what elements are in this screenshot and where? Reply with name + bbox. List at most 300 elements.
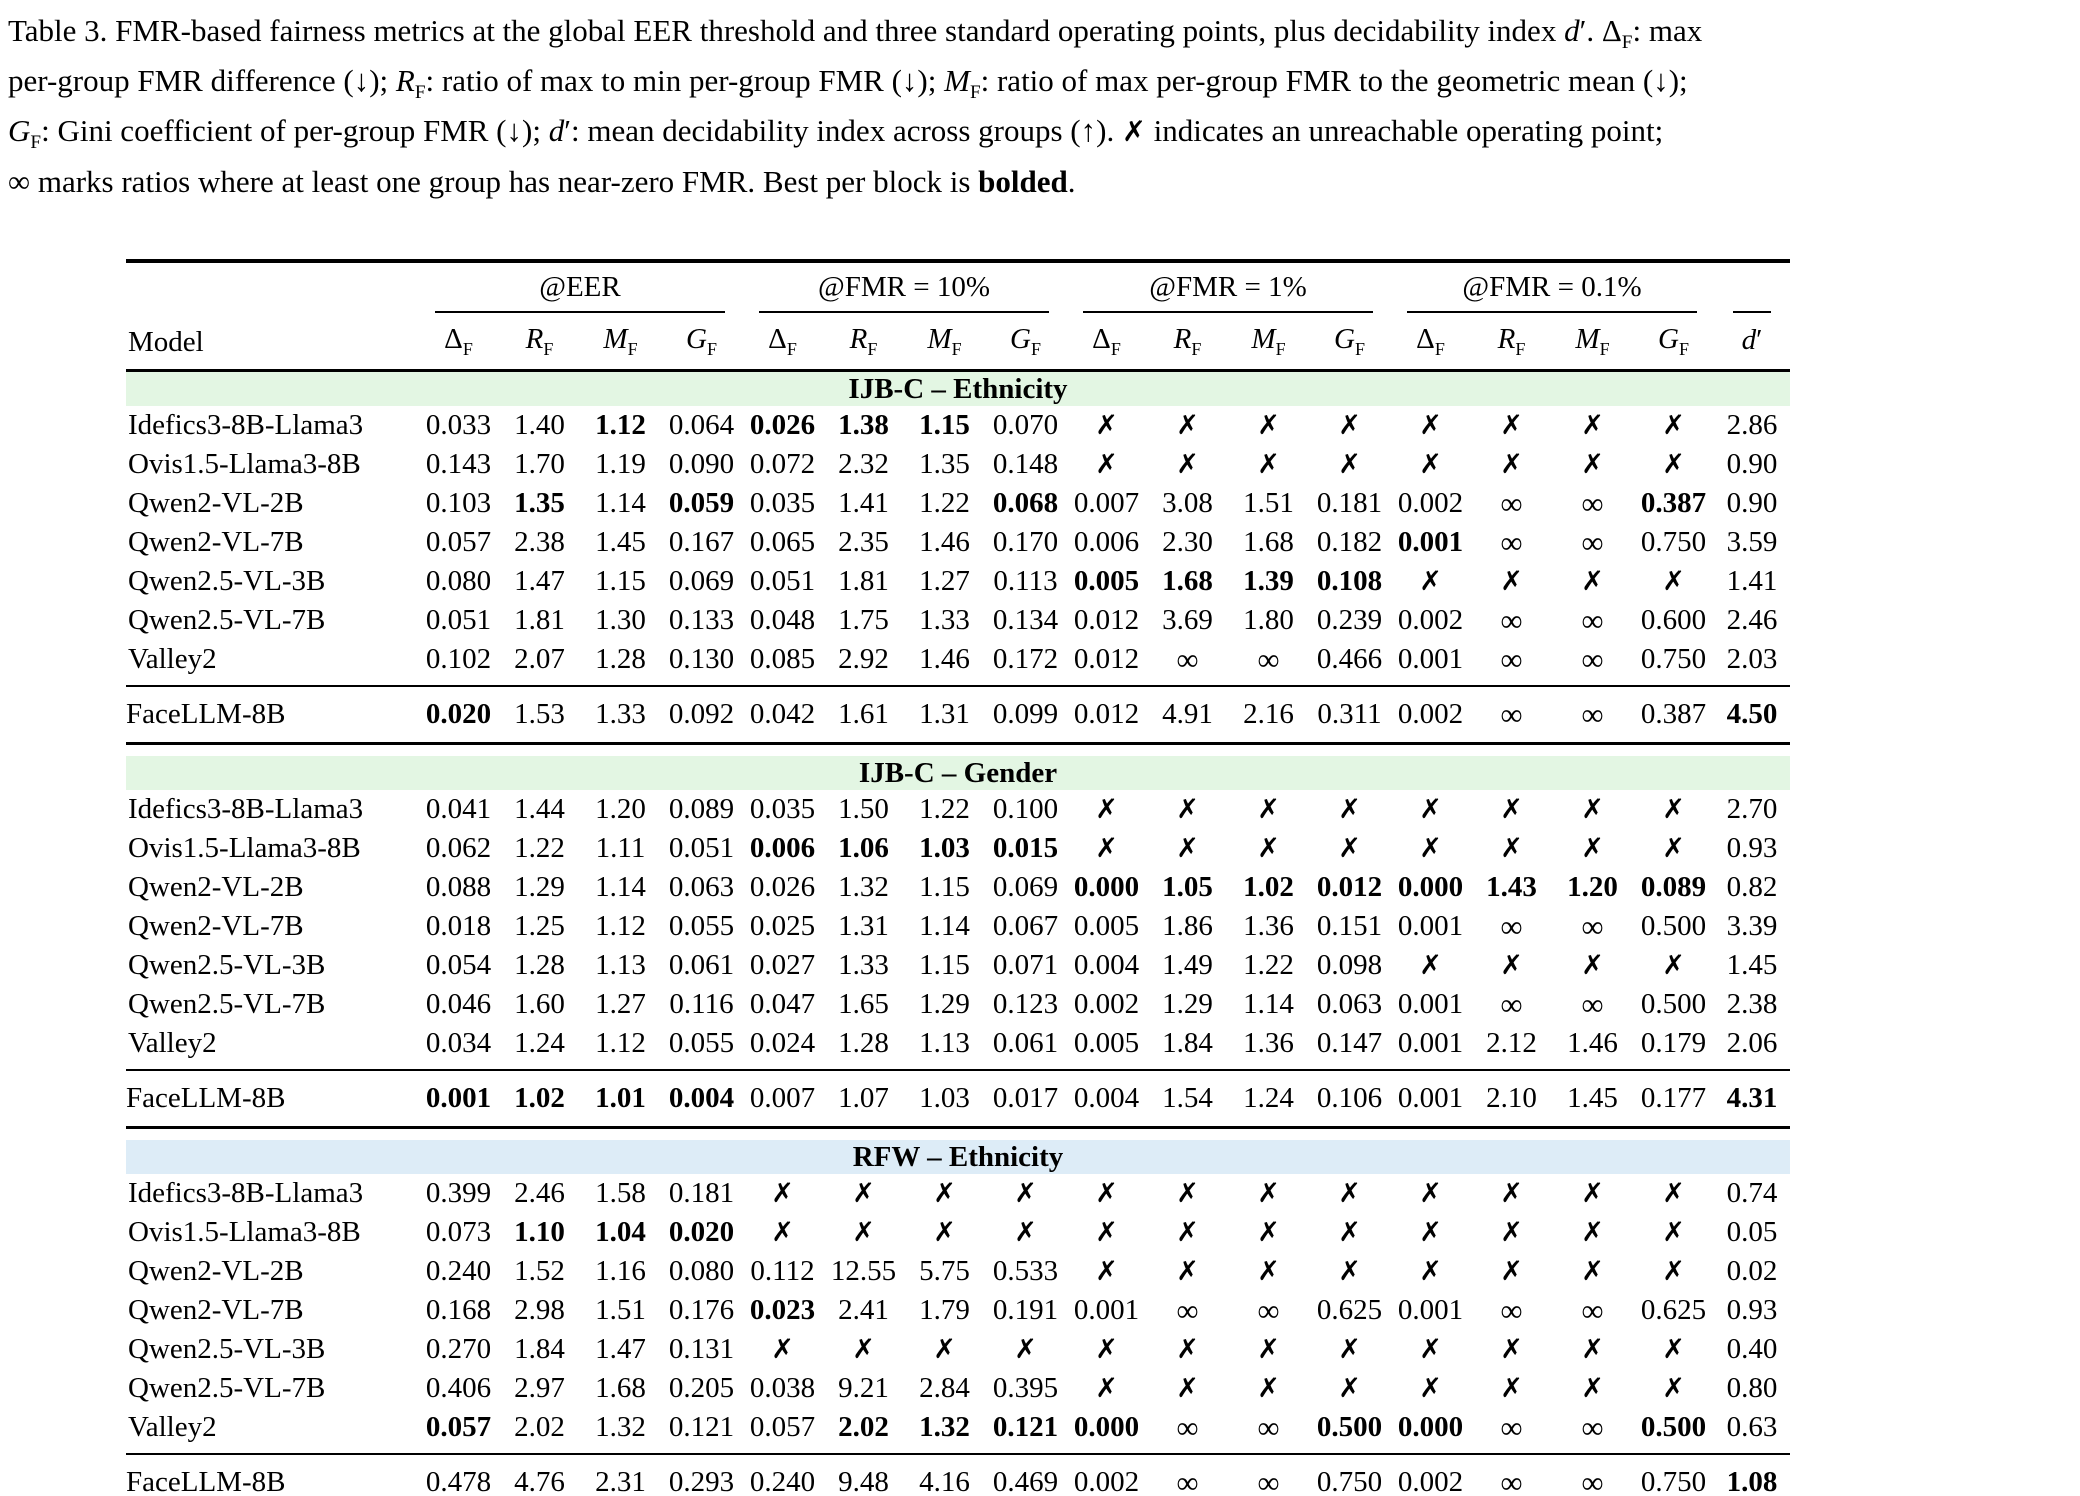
unreachable-mark-cell: ✗ <box>1419 1217 1442 1249</box>
metric-cell: 1.35 <box>514 487 565 520</box>
dprime-cell: 3.39 <box>1726 910 1778 943</box>
table-row <box>126 1174 1790 1213</box>
model-name-cell: Qwen2.5-VL-3B <box>128 1333 326 1366</box>
metric-cell: 1.07 <box>823 1070 904 1128</box>
metric-cell: 5.75 <box>919 1255 970 1288</box>
infinity-mark-cell: ∞ <box>1581 909 1604 945</box>
group-header-cell <box>418 261 742 314</box>
metric-cell: 2.31 <box>580 1454 661 1496</box>
model-name-cell: Qwen2-VL-2B <box>128 487 304 520</box>
table-row <box>126 406 1790 445</box>
metric-cell: 1.40 <box>514 409 565 442</box>
unreachable-mark-cell: ✗ <box>1419 410 1442 442</box>
metric-cell: 0.133 <box>668 604 735 637</box>
metric-cell: 0.170 <box>992 526 1059 559</box>
unreachable-mark-cell: ✗ <box>1338 794 1361 826</box>
group-header-label: @FMR = 1% <box>1149 270 1307 303</box>
infinity-mark-cell: ∞ <box>1257 642 1280 678</box>
metric-cell: 0.012 <box>1066 686 1147 744</box>
metric-cell: 0.750 <box>1309 1454 1390 1496</box>
summary-row <box>126 1070 1790 1128</box>
unreachable-mark-cell: ✗ <box>1419 1178 1442 1210</box>
table-body <box>126 371 1790 1496</box>
metric-cell: 1.03 <box>904 1070 985 1128</box>
unreachable-mark-cell: ✗ <box>1581 833 1604 865</box>
metric-cell: 0.090 <box>668 448 735 481</box>
metric-cell: 0.026 <box>749 409 816 442</box>
metric-cell: 2.02 <box>514 1411 565 1444</box>
metric-cell: 0.001 <box>1390 1070 1471 1128</box>
table-row <box>126 484 1790 523</box>
infinity-mark-cell: ∞ <box>1471 1454 1552 1496</box>
infinity-mark-cell: ∞ <box>1552 686 1633 744</box>
metric-cell: 0.006 <box>749 832 816 865</box>
metric-cell: 1.46 <box>919 643 970 676</box>
metric-cell: 2.97 <box>514 1372 565 1405</box>
metric-cell: 1.58 <box>595 1177 646 1210</box>
metric-cell: 1.35 <box>919 448 970 481</box>
metric-cell: 0.025 <box>749 910 816 943</box>
unreachable-mark-cell: ✗ <box>1662 833 1685 865</box>
infinity-mark-cell: ∞ <box>1581 603 1604 639</box>
metric-cell: 0.001 <box>1073 1294 1140 1327</box>
metric-cell: 2.46 <box>514 1177 565 1210</box>
unreachable-mark-cell: ✗ <box>1581 1334 1604 1366</box>
metric-cell: 9.48 <box>823 1454 904 1496</box>
unreachable-mark-cell: ✗ <box>1581 1178 1604 1210</box>
metric-cell: 0.085 <box>749 643 816 676</box>
model-name-cell: Qwen2.5-VL-7B <box>128 604 326 637</box>
unreachable-mark-cell: ✗ <box>1581 1256 1604 1288</box>
metric-cell: 0.034 <box>425 1027 492 1060</box>
metric-cell: 2.41 <box>838 1294 889 1327</box>
metric-cell: 0.143 <box>425 448 492 481</box>
metric-cell: 0.240 <box>425 1255 492 1288</box>
dprime-cell: 2.03 <box>1726 643 1778 676</box>
metric-cell: 1.38 <box>838 409 889 442</box>
metric-cell: 2.12 <box>1486 1027 1537 1060</box>
metric-header-cell: $M_F$ <box>927 322 962 359</box>
metric-cell: 0.064 <box>668 409 735 442</box>
metric-cell: 0.148 <box>992 448 1059 481</box>
metric-cell: 1.31 <box>838 910 889 943</box>
model-name-cell: Valley2 <box>128 643 217 676</box>
unreachable-mark-cell: ✗ <box>1176 1217 1199 1249</box>
metric-cell: 0.061 <box>668 949 735 982</box>
summary-row <box>126 1454 1790 1496</box>
metric-cell: 0.001 <box>1397 643 1464 676</box>
metric-cell: 0.750 <box>1640 526 1707 559</box>
metric-cell: 0.500 <box>1316 1411 1383 1444</box>
unreachable-mark-cell: ✗ <box>1176 449 1199 481</box>
metric-cell: 0.062 <box>425 832 492 865</box>
metric-cell: 0.533 <box>992 1255 1059 1288</box>
table-row <box>126 601 1790 640</box>
metric-cell: 1.65 <box>838 988 889 1021</box>
metric-cell: 0.131 <box>668 1333 735 1366</box>
unreachable-mark-cell: ✗ <box>1581 794 1604 826</box>
unreachable-mark-cell: ✗ <box>1581 1217 1604 1249</box>
table-row <box>126 1369 1790 1408</box>
unreachable-mark-cell: ✗ <box>1338 1373 1361 1405</box>
metric-cell: 0.033 <box>425 409 492 442</box>
metric-cell: 0.001 <box>418 1070 499 1128</box>
metric-cell: 1.24 <box>514 1027 565 1060</box>
metric-cell: 0.500 <box>1640 1411 1707 1444</box>
metric-cell: 1.54 <box>1147 1070 1228 1128</box>
metric-cell: 0.080 <box>425 565 492 598</box>
metric-cell: 0.048 <box>749 604 816 637</box>
metric-cell: 0.399 <box>425 1177 492 1210</box>
metric-cell: 0.121 <box>668 1411 735 1444</box>
metric-cell: 0.270 <box>425 1333 492 1366</box>
model-name-cell: Qwen2-VL-2B <box>128 871 304 904</box>
metric-cell: 1.03 <box>919 832 970 865</box>
dprime-cell: 1.41 <box>1726 565 1778 598</box>
summary-row <box>126 686 1790 744</box>
metric-header-cell: $M_F$ <box>1575 322 1610 359</box>
unreachable-mark-cell: ✗ <box>771 1334 794 1366</box>
dprime-cell: 2.06 <box>1726 1027 1778 1060</box>
metric-cell: 1.33 <box>919 604 970 637</box>
table-row <box>126 445 1790 484</box>
model-name-cell: Idefics3-8B-Llama3 <box>128 793 364 826</box>
metric-cell: 1.12 <box>595 409 646 442</box>
unreachable-mark-cell: ✗ <box>1662 1334 1685 1366</box>
metric-cell: 1.28 <box>595 643 646 676</box>
unreachable-mark-cell: ✗ <box>1419 1256 1442 1288</box>
metric-cell: 0.478 <box>418 1454 499 1496</box>
metric-cell: 2.92 <box>838 643 889 676</box>
metric-cell: 1.25 <box>514 910 565 943</box>
metric-header-cell: $\Delta_F$ <box>444 322 473 359</box>
metric-cell: 0.103 <box>425 487 492 520</box>
dprime-underline <box>1733 311 1771 313</box>
unreachable-mark-cell: ✗ <box>1176 1256 1199 1288</box>
metric-cell: 0.046 <box>425 988 492 1021</box>
unreachable-mark-cell: ✗ <box>852 1334 875 1366</box>
metric-cell: 0.179 <box>1640 1027 1707 1060</box>
unreachable-mark-cell: ✗ <box>1500 1256 1523 1288</box>
metric-cell: 3.69 <box>1162 604 1213 637</box>
metric-cell: 0.100 <box>992 793 1059 826</box>
metric-cell: 1.28 <box>514 949 565 982</box>
table-row <box>126 829 1790 868</box>
metric-cell: 1.19 <box>595 448 646 481</box>
model-name-cell: FaceLLM-8B <box>126 686 418 744</box>
metric-cell: 0.098 <box>1316 949 1383 982</box>
metric-cell: 0.121 <box>992 1411 1059 1444</box>
metric-cell: 0.015 <box>992 832 1059 865</box>
metric-cell: 1.51 <box>1243 487 1294 520</box>
metric-cell: 0.000 <box>1397 1411 1464 1444</box>
metric-cell: 0.041 <box>425 793 492 826</box>
infinity-mark-cell: ∞ <box>1581 1410 1604 1446</box>
metric-cell: 0.069 <box>992 871 1059 904</box>
metric-cell: 1.68 <box>1162 565 1213 598</box>
table-row <box>126 640 1790 686</box>
unreachable-mark-cell: ✗ <box>933 1217 956 1249</box>
group-header-cell <box>1066 261 1390 314</box>
unreachable-mark-cell: ✗ <box>1581 449 1604 481</box>
metric-cell: 0.293 <box>661 1454 742 1496</box>
metric-cell: 0.000 <box>1397 871 1464 904</box>
infinity-mark-cell: ∞ <box>1581 525 1604 561</box>
metric-cell: 0.035 <box>749 487 816 520</box>
unreachable-mark-cell: ✗ <box>1338 1217 1361 1249</box>
metric-cell: 0.005 <box>1073 1027 1140 1060</box>
metric-cell: 0.051 <box>425 604 492 637</box>
model-name-cell: Qwen2.5-VL-3B <box>128 565 326 598</box>
infinity-mark-cell: ∞ <box>1500 1293 1523 1329</box>
metric-cell: 0.012 <box>1073 643 1140 676</box>
metric-cell: 1.81 <box>838 565 889 598</box>
metric-cell: 0.069 <box>668 565 735 598</box>
metric-cell: 1.32 <box>919 1411 970 1444</box>
dprime-cell: 0.90 <box>1726 487 1778 520</box>
metric-cell: 2.32 <box>838 448 889 481</box>
model-name-cell: Qwen2.5-VL-7B <box>128 988 326 1021</box>
unreachable-mark-cell: ✗ <box>1581 950 1604 982</box>
dprime-rule-cell <box>1714 261 1790 314</box>
metric-cell: 0.001 <box>1397 526 1464 559</box>
metric-cell: 1.06 <box>838 832 889 865</box>
metric-cell: 0.750 <box>1640 643 1707 676</box>
unreachable-mark-cell: ✗ <box>1662 1256 1685 1288</box>
unreachable-mark-cell: ✗ <box>1419 1334 1442 1366</box>
metric-cell: 0.004 <box>1066 1070 1147 1128</box>
dprime-cell: 0.82 <box>1726 871 1778 904</box>
metric-cell: 0.099 <box>985 686 1066 744</box>
table-row <box>126 1213 1790 1252</box>
metric-cell: 0.024 <box>749 1027 816 1060</box>
metric-cell: 1.29 <box>1162 988 1213 1021</box>
dprime-cell: 2.46 <box>1726 604 1778 637</box>
dprime-cell: 0.02 <box>1726 1255 1778 1288</box>
metric-cell: 0.106 <box>1309 1070 1390 1128</box>
unreachable-mark-cell: ✗ <box>1662 566 1685 598</box>
metric-cell: 1.33 <box>838 949 889 982</box>
metric-cell: 1.79 <box>919 1294 970 1327</box>
metric-cell: 0.500 <box>1640 910 1707 943</box>
unreachable-mark-cell: ✗ <box>1662 1373 1685 1405</box>
metric-cell: 0.600 <box>1640 604 1707 637</box>
unreachable-mark-cell: ✗ <box>1014 1334 1037 1366</box>
metric-cell: 1.10 <box>514 1216 565 1249</box>
metric-cell: 0.001 <box>1397 1294 1464 1327</box>
dprime-cell: 0.80 <box>1726 1372 1778 1405</box>
metric-cell: 1.02 <box>1243 871 1294 904</box>
unreachable-mark-cell: ✗ <box>1500 1373 1523 1405</box>
metric-cell: 0.002 <box>1066 1454 1147 1496</box>
infinity-mark-cell: ∞ <box>1257 1410 1280 1446</box>
unreachable-mark-cell: ✗ <box>1095 1178 1118 1210</box>
model-name-cell: Ovis1.5-Llama3-8B <box>128 832 361 865</box>
metric-cell: 1.31 <box>904 686 985 744</box>
model-name-cell: Qwen2.5-VL-7B <box>128 1372 326 1405</box>
metric-cell: 0.000 <box>1073 871 1140 904</box>
metric-cell: 1.51 <box>595 1294 646 1327</box>
metric-cell: 1.29 <box>514 871 565 904</box>
unreachable-mark-cell: ✗ <box>1095 794 1118 826</box>
unreachable-mark-cell: ✗ <box>1257 449 1280 481</box>
metric-cell: 0.123 <box>992 988 1059 1021</box>
metric-cell: 0.007 <box>742 1070 823 1128</box>
dprime-cell: 0.93 <box>1726 832 1778 865</box>
metric-cell: 0.112 <box>750 1255 815 1288</box>
unreachable-mark-cell: ✗ <box>1500 449 1523 481</box>
group-header-cell <box>742 261 1066 314</box>
caption-line: ∞ marks ratios where at least one group has near-zero FMR. Best per block is bolded. <box>8 163 1076 199</box>
metric-header-cell: $M_F$ <box>603 322 638 359</box>
infinity-mark-cell: ∞ <box>1147 1454 1228 1496</box>
unreachable-mark-cell: ✗ <box>1662 449 1685 481</box>
unreachable-mark-cell: ✗ <box>771 1217 794 1249</box>
metric-cell: 0.151 <box>1316 910 1383 943</box>
metric-cell: 1.61 <box>823 686 904 744</box>
metric-cell: 0.057 <box>425 1411 492 1444</box>
metric-cell: 0.147 <box>1316 1027 1383 1060</box>
metric-cell: 0.005 <box>1073 565 1140 598</box>
metric-cell: 1.05 <box>1162 871 1213 904</box>
metric-cell: 1.11 <box>595 832 646 865</box>
metric-cell: 0.038 <box>749 1372 816 1405</box>
model-name-cell: Qwen2-VL-7B <box>128 910 304 943</box>
table-row <box>126 946 1790 985</box>
caption-line: per-group FMR difference (↓); $R_F$: ratio of max to min per-group FMR (↓); $M_F$: ratio of max per-group FMR to the geometric mean (↓); <box>8 63 1688 104</box>
metric-header-cell: $R_F$ <box>1173 322 1202 359</box>
metric-cell: 0.176 <box>668 1294 735 1327</box>
metric-header-cell: $R_F$ <box>1497 322 1526 359</box>
metric-cell: 0.205 <box>668 1372 735 1405</box>
metric-cell: 0.063 <box>1316 988 1383 1021</box>
metric-cell: 0.070 <box>992 409 1059 442</box>
dprime-cell: 0.90 <box>1726 448 1778 481</box>
metric-cell: 1.46 <box>1567 1027 1618 1060</box>
metric-cell: 0.002 <box>1397 604 1464 637</box>
metric-cell: 1.32 <box>595 1411 646 1444</box>
metric-cell: 0.239 <box>1316 604 1383 637</box>
metric-cell: 0.027 <box>749 949 816 982</box>
metric-cell: 0.001 <box>1397 910 1464 943</box>
unreachable-mark-cell: ✗ <box>852 1217 875 1249</box>
column-group-row <box>126 261 1790 314</box>
dprime-cell: 0.40 <box>1726 1333 1778 1366</box>
unreachable-mark-cell: ✗ <box>771 1178 794 1210</box>
metric-cell: 1.12 <box>595 910 646 943</box>
model-name-cell: Qwen2-VL-7B <box>128 526 304 559</box>
metric-cell: 0.001 <box>1397 988 1464 1021</box>
metric-cell: 2.84 <box>919 1372 970 1405</box>
block-spacer <box>126 744 1790 757</box>
unreachable-mark-cell: ✗ <box>1500 950 1523 982</box>
unreachable-mark-cell: ✗ <box>1662 794 1685 826</box>
unreachable-mark-cell: ✗ <box>1662 410 1685 442</box>
infinity-mark-cell: ∞ <box>1176 1293 1199 1329</box>
metric-header-cell: $\Delta_F$ <box>1092 322 1121 359</box>
unreachable-mark-cell: ✗ <box>1581 566 1604 598</box>
metric-cell: 1.02 <box>499 1070 580 1128</box>
metric-cell: 1.50 <box>838 793 889 826</box>
table-row <box>126 907 1790 946</box>
infinity-mark-cell: ∞ <box>1581 486 1604 522</box>
metric-cell: 0.625 <box>1316 1294 1383 1327</box>
unreachable-mark-cell: ✗ <box>933 1334 956 1366</box>
infinity-mark-cell: ∞ <box>1500 642 1523 678</box>
table-row <box>126 790 1790 829</box>
metric-cell: 1.14 <box>919 910 970 943</box>
metric-cell: 1.04 <box>595 1216 646 1249</box>
infinity-mark-cell: ∞ <box>1228 1454 1309 1496</box>
metric-cell: 0.057 <box>749 1411 816 1444</box>
metric-cell: 1.52 <box>514 1255 565 1288</box>
dprime-cell: 2.86 <box>1726 409 1778 442</box>
metric-cell: 1.29 <box>919 988 970 1021</box>
dprime-cell: 4.50 <box>1714 686 1790 744</box>
unreachable-mark-cell: ✗ <box>1176 1334 1199 1366</box>
unreachable-mark-cell: ✗ <box>1662 1217 1685 1249</box>
unreachable-mark-cell: ✗ <box>1257 794 1280 826</box>
metric-cell: 1.30 <box>595 604 646 637</box>
metric-cell: 0.088 <box>425 871 492 904</box>
unreachable-mark-cell: ✗ <box>1176 833 1199 865</box>
metric-cell: 1.15 <box>595 565 646 598</box>
group-underline <box>1407 311 1697 313</box>
infinity-mark-cell: ∞ <box>1500 909 1523 945</box>
metric-cell: 1.15 <box>919 409 970 442</box>
table-row <box>126 1330 1790 1369</box>
table-row <box>126 1252 1790 1291</box>
metric-cell: 0.063 <box>668 871 735 904</box>
metric-cell: 1.43 <box>1486 871 1537 904</box>
metric-header-cell: $R_F$ <box>525 322 554 359</box>
unreachable-mark-cell: ✗ <box>1176 1373 1199 1405</box>
unreachable-mark-cell: ✗ <box>1662 950 1685 982</box>
metric-cell: 0.080 <box>668 1255 735 1288</box>
caption-line: $G_F$: Gini coefficient of per-group FMR (↓); d′: mean decidability index across groups (↑). ✗ indicates an unreachable operating point; <box>8 113 1664 154</box>
metric-cell: 0.181 <box>1316 487 1383 520</box>
metric-cell: 0.035 <box>749 793 816 826</box>
unreachable-mark-cell: ✗ <box>1095 1256 1118 1288</box>
table-row <box>126 1024 1790 1070</box>
dprime-header-cell: d′ <box>1741 324 1763 357</box>
metric-cell: 4.91 <box>1147 686 1228 744</box>
unreachable-mark-cell: ✗ <box>852 1178 875 1210</box>
metric-cell: 0.002 <box>1397 487 1464 520</box>
metric-cell: 0.387 <box>1640 487 1707 520</box>
metric-cell: 0.116 <box>669 988 734 1021</box>
metric-cell: 0.002 <box>1390 686 1471 744</box>
metric-cell: 1.15 <box>919 871 970 904</box>
unreachable-mark-cell: ✗ <box>1500 833 1523 865</box>
unreachable-mark-cell: ✗ <box>1338 1256 1361 1288</box>
unreachable-mark-cell: ✗ <box>1662 1178 1685 1210</box>
metric-cell: 1.14 <box>1243 988 1294 1021</box>
dprime-cell: 1.08 <box>1714 1454 1790 1496</box>
block-spacer <box>126 1128 1790 1141</box>
model-name-cell: Ovis1.5-Llama3-8B <box>128 1216 361 1249</box>
metric-cell: 2.10 <box>1471 1070 1552 1128</box>
metric-cell: 0.012 <box>1316 871 1383 904</box>
dprime-cell: 0.63 <box>1726 1411 1778 1444</box>
metric-cell: 3.08 <box>1162 487 1213 520</box>
metric-cell: 1.81 <box>514 604 565 637</box>
metric-cell: 0.012 <box>1073 604 1140 637</box>
metric-cell: 1.45 <box>1552 1070 1633 1128</box>
metric-cell: 1.20 <box>1567 871 1618 904</box>
metric-cell: 1.44 <box>514 793 565 826</box>
unreachable-mark-cell: ✗ <box>1257 1217 1280 1249</box>
